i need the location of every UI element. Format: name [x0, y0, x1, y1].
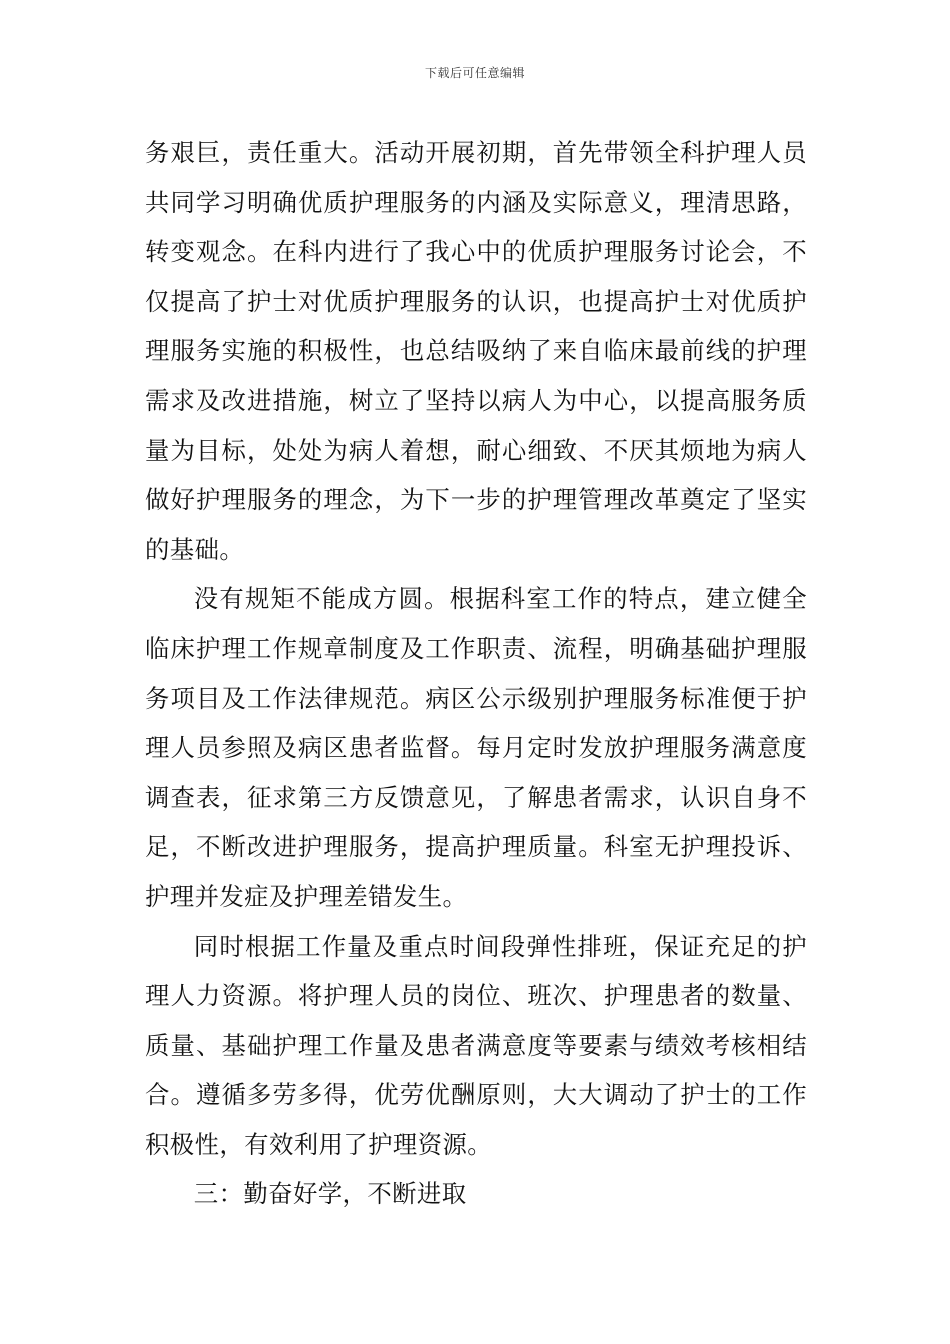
paragraph-2: 没有规矩不能成方圆。根据科室工作的特点，建立健全临床护理工作规章制度及工作职责、流程，明确基础护理服务项目及工作法律规范。病区公示级别护理服务标准便于护理人员参照及病区患者监督。每月定时发放护理服务满意度调查表，征求第三方反馈意见，了解患者需求，认识自身不足，不断改进护理服务，提高护理质量。科室无护理投诉、护理并发症及护理差错发生。 — [145, 584, 807, 911]
paragraph-1: 务艰巨，责任重大。活动开展初期，首先带领全科护理人员共同学习明确优质护理服务的内涵及实际意义，理清思路，转变观念。在科内进行了我心中的优质护理服务讨论会，不仅提高了护士对优质护理服务的认识，也提高护士对优质护理服务实施的积极性，也总结吸纳了来自临床最前线的护理需求及改进措施，树立了坚持以病人为中心，以提高服务质量为目标，处处为病人着想，耐心细致、不厌其烦地为病人做好护理服务的理念，为下一步的护理管理改革奠定了坚实的基础。 — [145, 138, 807, 564]
section-heading: 三：勤奋好学，不断进取 — [193, 1179, 467, 1209]
document-body — [145, 128, 807, 1219]
page-header: 下载后可任意编辑 — [424, 66, 525, 80]
paragraph-3: 同时根据工作量及重点时间段弹性排班，保证充足的护理人力资源。将护理人员的岗位、班次、护理患者的数量、质量、基础护理工作量及患者满意度等要素与绩效考核相结合。遵循多劳多得，优劳优酬原则，大大调动了护士的工作积极性，有效利用了护理资源。 — [145, 931, 807, 1159]
